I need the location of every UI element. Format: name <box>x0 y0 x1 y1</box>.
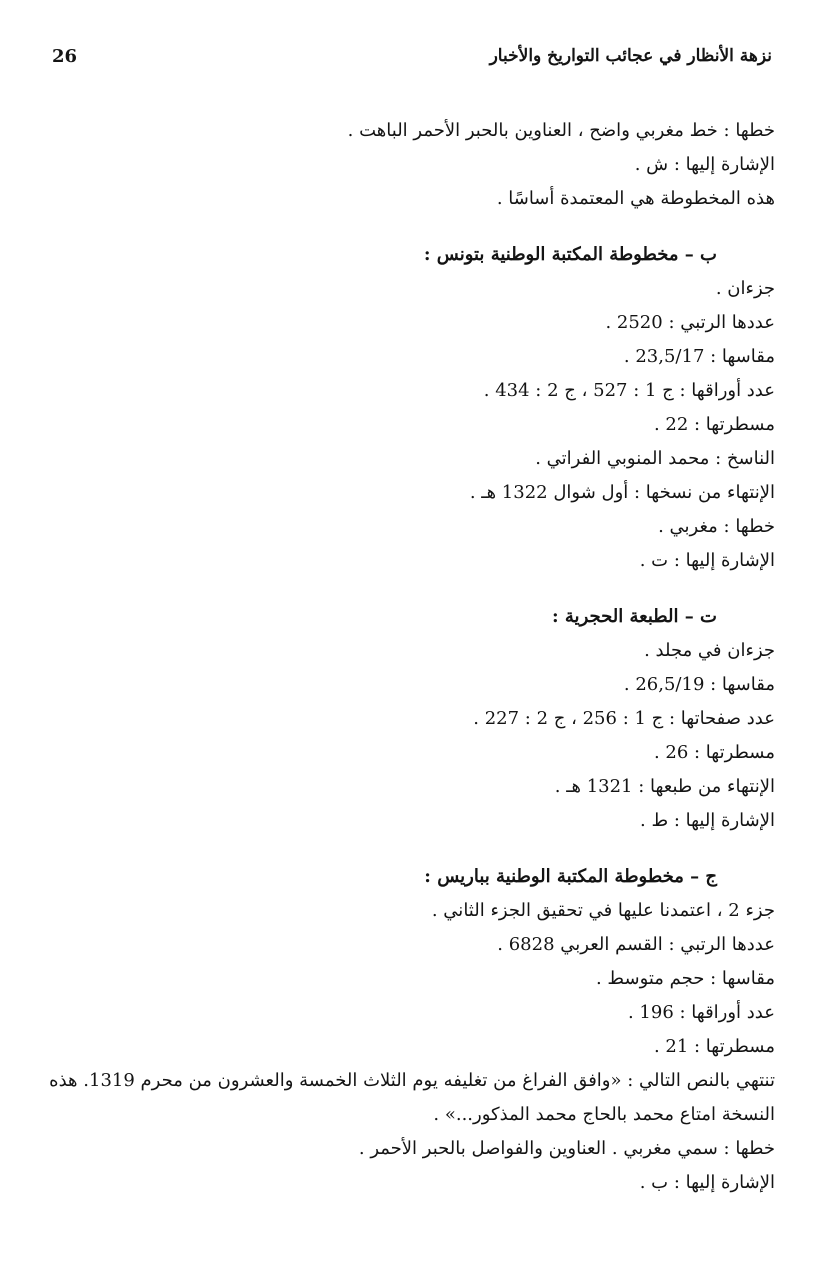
text-line: عدد أوراقها : ج 1 : 527 ، ج 2 : 434 . <box>483 380 775 401</box>
section-j-details <box>45 894 775 1200</box>
text-line: مسطرتها : 21 . <box>653 1036 775 1057</box>
manuscript-a-details <box>45 114 775 216</box>
page-number: 26 <box>52 45 78 67</box>
text-line: خطها : سمي مغربي . العناوين والفواصل بالحبر الأحمر . <box>358 1138 775 1159</box>
text-line: مقاسها : 26,5/19 . <box>623 674 775 695</box>
text-line: خطها : خط مغربي واضح ، العناوين بالحبر الأحمر الباهت . <box>347 120 775 141</box>
text-line: مسطرتها : 22 . <box>653 414 775 435</box>
text-line: عدد أوراقها : 196 . <box>627 1002 775 1023</box>
text-line: مسطرتها : 26 . <box>653 742 775 763</box>
text-line: الناسخ : محمد المنوبي الفراتي . <box>535 448 775 469</box>
text-line: الإنتهاء من نسخها : أول شوال 1322 هـ . <box>469 482 775 503</box>
section-heading-tunis: ب – مخطوطة المكتبة الوطنية بتونس : <box>423 244 717 265</box>
running-title: نزهة الأنظار في عجائب التواريخ والأخبار <box>489 46 772 66</box>
text-line: الإشارة إليها : ط . <box>640 810 775 831</box>
text-line: عددها الرتبي : القسم العربي 6828 . <box>497 934 775 955</box>
page-body <box>45 114 775 1200</box>
text-line: الإشارة إليها : ت . <box>639 550 775 571</box>
text-line: الإشارة إليها : ب . <box>639 1172 775 1193</box>
text-line: مقاسها : حجم متوسط . <box>595 968 775 989</box>
text-line: خطها : مغربي . <box>658 516 775 537</box>
text-line: جزء 2 ، اعتمدنا عليها في تحقيق الجزء الثاني . <box>431 900 775 921</box>
text-line: هذه المخطوطة هي المعتمدة أساسًا . <box>496 188 775 209</box>
section-b-details <box>45 272 775 578</box>
text-line: الإنتهاء من طبعها : 1321 هـ . <box>554 776 775 797</box>
text-line: جزءان في مجلد . <box>644 640 775 661</box>
closing-quote-paragraph: تنتهي بالنص التالي : «وافق الفراغ من تغليفه يوم الثلاث الخمسة والعشرون من محرم 1319. هذه النسخة امتاع محمد بالحاج محمد المذكور...» . <box>49 1070 775 1125</box>
text-line: الإشارة إليها : ش . <box>634 154 775 175</box>
running-head <box>52 36 772 76</box>
section-heading-lithograph: ت – الطبعة الحجرية : <box>552 606 717 627</box>
text-line: مقاسها : 23,5/17 . <box>623 346 775 367</box>
section-heading-paris: ج – مخطوطة المكتبة الوطنية بباريس : <box>424 866 717 887</box>
section-t-details <box>45 634 775 838</box>
text-line: جزءان . <box>715 278 775 299</box>
text-line: عددها الرتبي : 2520 . <box>605 312 775 333</box>
text-line: عدد صفحاتها : ج 1 : 256 ، ج 2 : 227 . <box>473 708 775 729</box>
